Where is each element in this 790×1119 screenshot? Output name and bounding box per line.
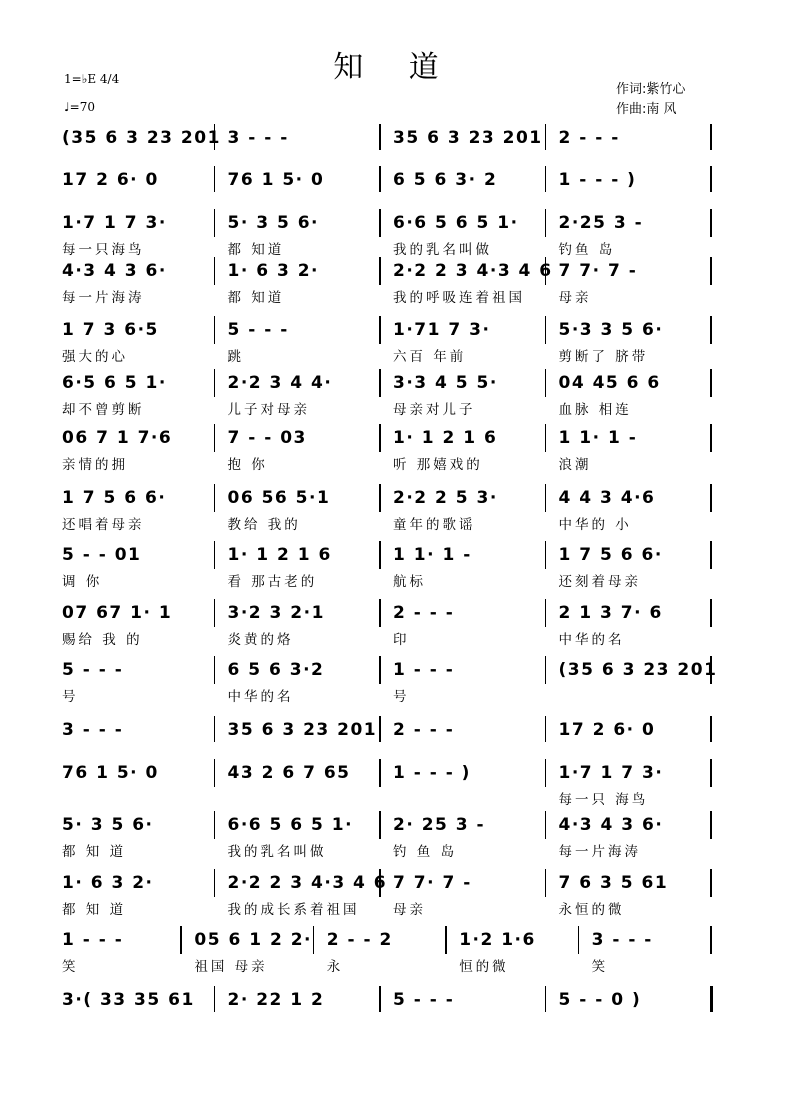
measure-notes: 3·3 4 5 5· — [393, 373, 498, 393]
measure-lyrics: 航标 — [393, 574, 426, 590]
barline — [545, 484, 547, 512]
barline — [710, 716, 712, 742]
barline — [214, 811, 216, 839]
measure-lyrics: 永 — [326, 959, 344, 975]
barline — [710, 484, 712, 512]
measure-lyrics: 六百 年前 — [393, 349, 467, 365]
measure-notes: 1 7 5 6 6· — [62, 488, 167, 508]
measure-lyrics: 教给 我的 — [227, 517, 301, 533]
barline — [545, 209, 547, 237]
barline — [710, 541, 712, 569]
barline — [545, 811, 547, 839]
measure-notes: 1 - - - ) — [393, 763, 471, 783]
barline — [379, 599, 381, 627]
measure-notes: 1· 1 2 1 6 — [393, 428, 498, 448]
measure-lyrics: 赐给 我 的 — [62, 632, 143, 648]
measure-notes: 06 56 5·1 — [227, 488, 331, 508]
barline — [214, 541, 216, 569]
measure-lyrics: 钓鱼 岛 — [558, 242, 616, 258]
barline — [379, 257, 381, 285]
barline — [379, 424, 381, 452]
measure-notes: 35 6 3 23 201 — [227, 720, 378, 740]
measure-notes: 7 6 3 5 61 — [558, 873, 669, 893]
measure-notes: 4·3 4 3 6· — [62, 261, 167, 281]
measure-notes: 6·6 5 6 5 1· — [393, 213, 519, 233]
barline — [379, 369, 381, 397]
measure-notes: 1· 6 3 2· — [62, 873, 154, 893]
measure-notes: 4 4 3 4·6 — [558, 488, 656, 508]
measure-notes: 6 5 6 3·2 — [227, 660, 325, 680]
barline — [545, 541, 547, 569]
measure-notes: 07 67 1· 1 — [62, 603, 173, 623]
measure-notes: 6·5 6 5 1· — [62, 373, 167, 393]
measure-lyrics: 中华的名 — [227, 689, 294, 705]
barline — [214, 166, 216, 192]
page-title: 知 道 — [333, 50, 457, 85]
barline — [545, 166, 547, 192]
measure-notes: 4·3 4 3 6· — [558, 815, 664, 835]
measure-lyrics: 我的成长系着祖国 — [227, 902, 360, 918]
barline — [545, 869, 547, 897]
measure-notes: 3·2 3 2·1 — [227, 603, 325, 623]
measure-lyrics: 童年的歌谣 — [393, 517, 476, 533]
measure-notes: 1·7 1 7 3· — [558, 763, 664, 783]
measure-lyrics: 母亲 — [558, 290, 592, 306]
measure-notes: 2 - - - — [393, 603, 455, 623]
barline — [710, 124, 712, 150]
measure-notes: 1 1· 1 - — [558, 428, 638, 448]
measure-notes: 1·7 1 7 3· — [62, 213, 167, 233]
barline — [214, 209, 216, 237]
barline — [379, 656, 381, 684]
barline — [214, 257, 216, 285]
measure-lyrics: 还唱着母亲 — [62, 517, 145, 533]
measure-lyrics: 笑 — [62, 959, 79, 975]
barline — [379, 811, 381, 839]
measure-notes: 2 - - - — [393, 720, 455, 740]
measure-notes: 17 2 6· 0 — [558, 720, 656, 740]
barline — [545, 124, 547, 150]
barline — [379, 541, 381, 569]
measure-notes: 2 - - - — [558, 128, 620, 148]
measure-lyrics: 每一只 海鸟 — [558, 792, 649, 808]
measure-lyrics: 永恒的微 — [558, 902, 625, 918]
measure-notes: 1 7 5 6 6· — [558, 545, 663, 565]
barline — [214, 716, 216, 742]
barline — [710, 166, 712, 192]
measure-lyrics: 母亲对儿子 — [393, 402, 476, 418]
measure-notes: 5 - - 01 — [62, 545, 142, 565]
barline — [214, 869, 216, 897]
measure-lyrics: 都 知道 — [227, 242, 285, 258]
measure-notes: 1 7 3 6·5 — [62, 320, 159, 340]
measure-lyrics: 却不曾剪断 — [62, 402, 145, 418]
barline — [710, 926, 712, 954]
measure-notes: 1· 6 3 2· — [227, 261, 319, 281]
measure-lyrics: 抱 你 — [227, 457, 268, 473]
measure-lyrics: 号 — [393, 689, 410, 705]
barline — [710, 869, 712, 897]
measure-lyrics: 恒的微 — [459, 959, 509, 975]
measure-lyrics: 跳 — [227, 349, 244, 365]
measure-notes: (35 6 3 23 201 — [62, 128, 221, 148]
barline — [214, 424, 216, 452]
barline — [710, 257, 712, 285]
measure-lyrics: 都 知 道 — [62, 844, 127, 860]
barline — [545, 369, 547, 397]
measure-lyrics: 笑 — [591, 959, 609, 975]
barline — [710, 369, 712, 397]
measure-notes: 2·2 2 3 4·3 4 6 — [227, 873, 388, 893]
measure-lyrics: 号 — [62, 689, 79, 705]
measure-notes: 43 2 6 7 65 — [227, 763, 351, 783]
barline — [214, 656, 216, 684]
measure-notes: 7 7· 7 - — [393, 873, 472, 893]
lyricist-credit: 作词:紫竹心 — [616, 82, 686, 97]
measure-lyrics: 炎黄的烙 — [227, 632, 294, 648]
measure-notes: 1 1· 1 - — [393, 545, 472, 565]
measure-notes: 1· 1 2 1 6 — [227, 545, 332, 565]
barline — [379, 316, 381, 344]
barline — [710, 759, 712, 787]
measure-lyrics: 祖国 母亲 — [194, 959, 268, 975]
barline — [214, 369, 216, 397]
measure-notes: 5 - - - — [393, 990, 455, 1010]
measure-lyrics: 强大的心 — [62, 349, 128, 365]
measure-notes: 3 - - - — [62, 720, 124, 740]
measure-lyrics: 剪断了 脐带 — [558, 349, 649, 365]
measure-notes: 2 1 3 7· 6 — [558, 603, 663, 623]
composer-credit: 作曲:南 风 — [616, 102, 677, 117]
barline — [445, 926, 447, 954]
measure-lyrics: 浪潮 — [558, 457, 592, 473]
measure-lyrics: 我的乳名叫做 — [393, 242, 492, 258]
measure-notes: 76 1 5· 0 — [62, 763, 159, 783]
measure-lyrics: 每一片海涛 — [62, 290, 145, 306]
measure-lyrics: 看 那古老的 — [227, 574, 318, 590]
measure-notes: 5 - - - — [62, 660, 124, 680]
measure-lyrics: 还刻着母亲 — [558, 574, 641, 590]
measure-notes: 1 - - - — [62, 930, 124, 950]
measure-notes: 04 45 6 6 — [558, 373, 661, 393]
measure-notes: 2·25 3 - — [558, 213, 644, 233]
barline — [379, 716, 381, 742]
measure-lyrics: 儿子对母亲 — [227, 402, 310, 418]
measure-notes: 5 - - - — [227, 320, 289, 340]
measure-notes: 5 - - 0 ) — [558, 990, 642, 1010]
measure-notes: 5· 3 5 6· — [62, 815, 154, 835]
measure-notes: 76 1 5· 0 — [227, 170, 325, 190]
barline — [379, 124, 381, 150]
barline — [379, 166, 381, 192]
measure-notes: 05 6 1 2 2· — [194, 930, 312, 950]
measure-lyrics: 亲情的拥 — [62, 457, 128, 473]
barline — [214, 986, 216, 1012]
measure-lyrics: 我的乳名叫做 — [227, 844, 327, 860]
barline — [578, 926, 580, 954]
measure-lyrics: 调 你 — [62, 574, 103, 590]
measure-notes: (35 6 3 23 201 — [558, 660, 718, 680]
tempo-marking: ♩=70 — [64, 100, 95, 114]
barline — [710, 209, 712, 237]
measure-notes: 1·2 1·6 — [459, 930, 536, 950]
measure-lyrics: 中华的 小 — [558, 517, 632, 533]
measure-notes: 2· 22 1 2 — [227, 990, 325, 1010]
measure-lyrics: 都 知道 — [227, 290, 285, 306]
barline — [545, 424, 547, 452]
measure-notes: 7 - - 03 — [227, 428, 307, 448]
credits — [616, 80, 685, 120]
barline — [214, 316, 216, 344]
barline — [545, 716, 547, 742]
barline — [545, 986, 547, 1012]
barline — [545, 656, 547, 684]
measure-lyrics: 血脉 相连 — [558, 402, 632, 418]
measure-lyrics: 每一片海涛 — [558, 844, 641, 860]
barline — [710, 316, 712, 344]
measure-lyrics: 中华的名 — [558, 632, 625, 648]
barline — [180, 926, 182, 954]
barline — [214, 759, 216, 787]
measure-notes: 2 - - 2 — [326, 930, 393, 950]
barline — [379, 759, 381, 787]
barline — [545, 599, 547, 627]
measure-lyrics: 听 那嬉戏的 — [393, 457, 483, 473]
barline — [379, 484, 381, 512]
measure-notes: 6·6 5 6 5 1· — [227, 815, 354, 835]
measure-notes: 1 - - - ) — [558, 170, 637, 190]
barline — [545, 759, 547, 787]
measure-notes: 2·2 2 3 4·3 4 6 — [393, 261, 553, 281]
key-signature: 1=♭E 4/4 — [64, 72, 120, 86]
barline — [710, 986, 713, 1012]
measure-notes: 5·3 3 5 6· — [558, 320, 664, 340]
measure-lyrics: 每一只海鸟 — [62, 242, 145, 258]
measure-notes: 3·( 33 35 61 — [62, 990, 195, 1010]
barline — [313, 926, 315, 954]
measure-notes: 6 5 6 3· 2 — [393, 170, 498, 190]
measure-notes: 17 2 6· 0 — [62, 170, 159, 190]
measure-notes: 1·71 7 3· — [393, 320, 491, 340]
barline — [214, 599, 216, 627]
measure-lyrics: 都 知 道 — [62, 902, 127, 918]
measure-notes: 06 7 1 7·6 — [62, 428, 173, 448]
measure-notes: 35 6 3 23 201 — [393, 128, 543, 148]
barline — [379, 209, 381, 237]
measure-notes: 5· 3 5 6· — [227, 213, 319, 233]
measure-lyrics: 母亲 — [393, 902, 426, 918]
barline — [710, 599, 712, 627]
measure-lyrics: 钓 鱼 岛 — [393, 844, 458, 860]
measure-notes: 3 - - - — [227, 128, 289, 148]
barline — [379, 986, 381, 1012]
measure-notes: 1 - - - — [393, 660, 455, 680]
barline — [710, 424, 712, 452]
measure-notes: 2·2 3 4 4· — [227, 373, 333, 393]
measure-notes: 2· 25 3 - — [393, 815, 486, 835]
measure-notes: 3 - - - — [591, 930, 653, 950]
barline — [545, 316, 547, 344]
measure-notes: 2·2 2 5 3· — [393, 488, 498, 508]
barline — [214, 484, 216, 512]
measure-notes: 7 7· 7 - — [558, 261, 638, 281]
measure-lyrics: 印 — [393, 632, 410, 648]
measure-lyrics: 我的呼吸连着祖国 — [393, 290, 525, 306]
barline — [710, 811, 712, 839]
